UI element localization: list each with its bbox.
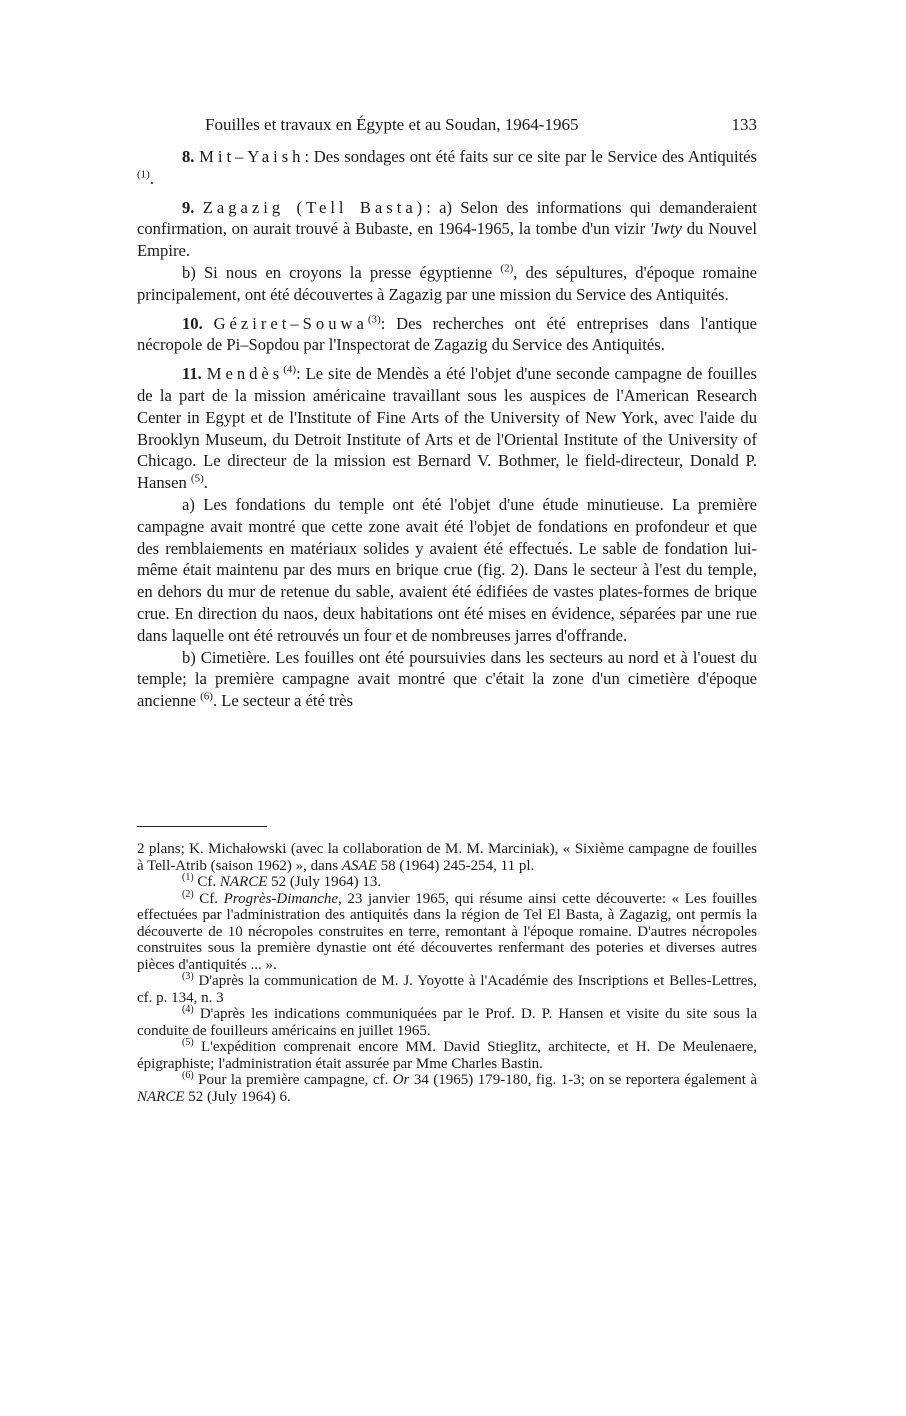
footnote-mark: (3) — [182, 971, 194, 982]
site-name: Géziret–Souwa — [213, 313, 368, 333]
paragraph-text-end: . — [149, 168, 154, 188]
footnote-6 — [137, 1072, 757, 1105]
paragraph-geziret-souwa — [137, 313, 757, 357]
footnote-mark: (6) — [182, 1070, 194, 1081]
footnote-ref: (4) — [283, 363, 297, 376]
paragraph-mendes-temple — [137, 494, 757, 647]
footnote-mark: (5) — [182, 1037, 194, 1048]
paragraph-text: b) Si nous en croyons la presse égyptienne — [182, 262, 501, 282]
page-number: 133 — [731, 115, 757, 134]
footnote-text: Cf. — [193, 890, 224, 907]
section-number: 11. — [182, 364, 202, 384]
footnote-mark: (4) — [182, 1004, 194, 1015]
footnote-separator — [137, 826, 267, 827]
footnote-text: Cf. — [193, 874, 220, 890]
paragraph-text: b) Cimetière. Les fouilles ont été poursuivies dans les secteurs au nord et à l'ouest du temple; la première campagne avait montré que c'était la zone d'un cimetière d'époque ancienne — [137, 647, 757, 711]
section-number: 8. — [182, 147, 195, 166]
paragraph-text-end: , des sépultures, d'époque romaine principalement, ont été découvertes à Zagazig par une mission du Service des Antiquités. — [137, 262, 757, 304]
footnote-ref: (2) — [500, 262, 514, 275]
paragraph-text: : Des recherches ont été entreprises dans l'antique nécropole de Pi–Sopdou par l'Inspectorat de Zagazig du Service des Antiquités. — [137, 313, 757, 355]
section-number: 10. — [182, 313, 203, 333]
footnote-text: 34 (1965) 179-180, fig. 1-3; on se reportera également à — [409, 1072, 757, 1088]
paragraph-mendes — [137, 363, 757, 494]
footnote-text: 52 (July 1964) 6. — [184, 1088, 291, 1105]
site-name: Mendès — [206, 364, 284, 384]
paragraph-text-end: . Le secteur a été très — [212, 691, 353, 711]
journal-title: NARCE — [137, 1088, 185, 1105]
page-header — [205, 114, 757, 136]
footnote-text: , 23 janvier 1965, qui résume ainsi cette découverte: « Les fouilles effectuées par l'administration des antiquités dans la région de Tel El Basta, à Zagazig, ont permis la découverte de 10 nécropoles construites en terre, remontant à l'époque romaine. D'autres nécropoles construites sous la première dynastie ont été découvertes renfermant des poteries et diverses autres pièces d'antiquités ... ». — [137, 890, 757, 973]
paragraph-text: : Des sondages ont été faits sur ce site par le Service des Antiquités — [304, 147, 757, 166]
running-title: Fouilles et travaux en Égypte et au Soudan, 1964-1965 — [205, 115, 579, 134]
paragraph-zagazig-a — [137, 197, 757, 262]
footnote-continuation — [137, 841, 757, 874]
footnote-text: D'après les indications communiquées par le Prof. D. P. Hansen et visite du site sous la conduite de fouilleurs américains en juillet 1965. — [137, 1006, 757, 1039]
footnotes — [137, 841, 757, 1105]
paragraph-text-end: . — [203, 473, 208, 493]
footnote-text: 52 (July 1964) 13. — [267, 874, 382, 890]
footnote-ref: (5) — [190, 472, 204, 485]
footnote-text: Pour la première campagne, cf. — [193, 1072, 393, 1088]
site-name: Zagazig (Tell Basta) — [202, 197, 427, 217]
paragraph-text: a) Les fondations du temple ont été l'objet d'une étude minutieuse. La première campagne avait montré que cette zone avait été l'objet de fondations en profondeur et que des remblaiements en matériaux solides y avaient été effectués. Le sable de fondation lui-même était maintenu par des murs en brique crue (fig. 2). Dans le secteur à l'est du temple, en dehors du mur de retenue du sable, avaient été édifiées de vastes plates-formes de brique crue. En direction du naos, deux habitations ont été mises en évidence, séparées par une rue dans laquelle ont été retrouvés un four et de nombreuses jarres d'offrande. — [137, 494, 757, 645]
footnote-ref: (6) — [200, 690, 213, 703]
journal-title: NARCE — [219, 874, 268, 890]
site-name: Mit–Yaish — [199, 147, 305, 166]
footnote-3 — [137, 973, 757, 1006]
paragraph-text: : a) Selon des informations qui demanderaient confirmation, on aurait trouvé à Bubaste, en 1964-1965, la tombe d'un vizir — [137, 197, 757, 239]
journal-title: ASAE — [341, 857, 377, 874]
journal-title: Progrès-Dimanche — [223, 890, 339, 907]
personal-name: 'Iwty — [649, 219, 682, 239]
main-text — [137, 146, 757, 712]
footnote-5 — [137, 1039, 757, 1072]
footnote-text: D'après la communication de M. J. Yoyotte à l'Académie des Inscriptions et Belles-Lettres, cf. p. 134, n. 3 — [137, 973, 757, 1006]
journal-title: Or — [392, 1072, 410, 1088]
footnote-4 — [137, 1006, 757, 1039]
paragraph-zagazig-b — [137, 262, 757, 306]
footnote-text: L'expédition comprenait encore MM. David Stieglitz, architecte, et H. De Meulenaere, épigraphiste; l'administration était assurée par Mme Charles Bastin. — [137, 1039, 757, 1072]
footnote-1 — [137, 874, 757, 891]
section-number: 9. — [182, 197, 195, 217]
footnote-ref: (3) — [367, 313, 381, 326]
paragraph-mendes-cemetery — [137, 647, 757, 712]
footnote-mark: (1) — [182, 872, 194, 883]
footnote-mark: (2) — [182, 888, 194, 900]
footnote-ref: (1) — [137, 168, 150, 181]
footnote-text: 58 (1964) 245-254, 11 pl. — [376, 857, 535, 874]
paragraph-text: : Le site de Mendès a été l'objet d'une seconde campagne de fouilles de la part de la mission américaine travaillant sous les auspices de l'American Research Center in Egypt et de l'Institute of Fine Arts of the University of New York, avec l'aide du Brooklyn Museum, du Detroit Institute of Arts et de l'Oriental Institute of the University of Chicago. Le directeur de la mission est Bernard V. Bothmer, le field-directeur, Donald P. Hansen — [137, 364, 757, 493]
footnote-text: 2 plans; K. Michałowski (avec la collaboration de M. M. Marciniak), « Sixième campagne de fouilles à Tell-Atrib (saison 1962) », dans — [137, 841, 757, 874]
footnote-2 — [137, 888, 757, 974]
paragraph-text-end: du Nouvel Empire. — [137, 219, 757, 261]
paragraph-mit-yaish — [137, 146, 757, 190]
